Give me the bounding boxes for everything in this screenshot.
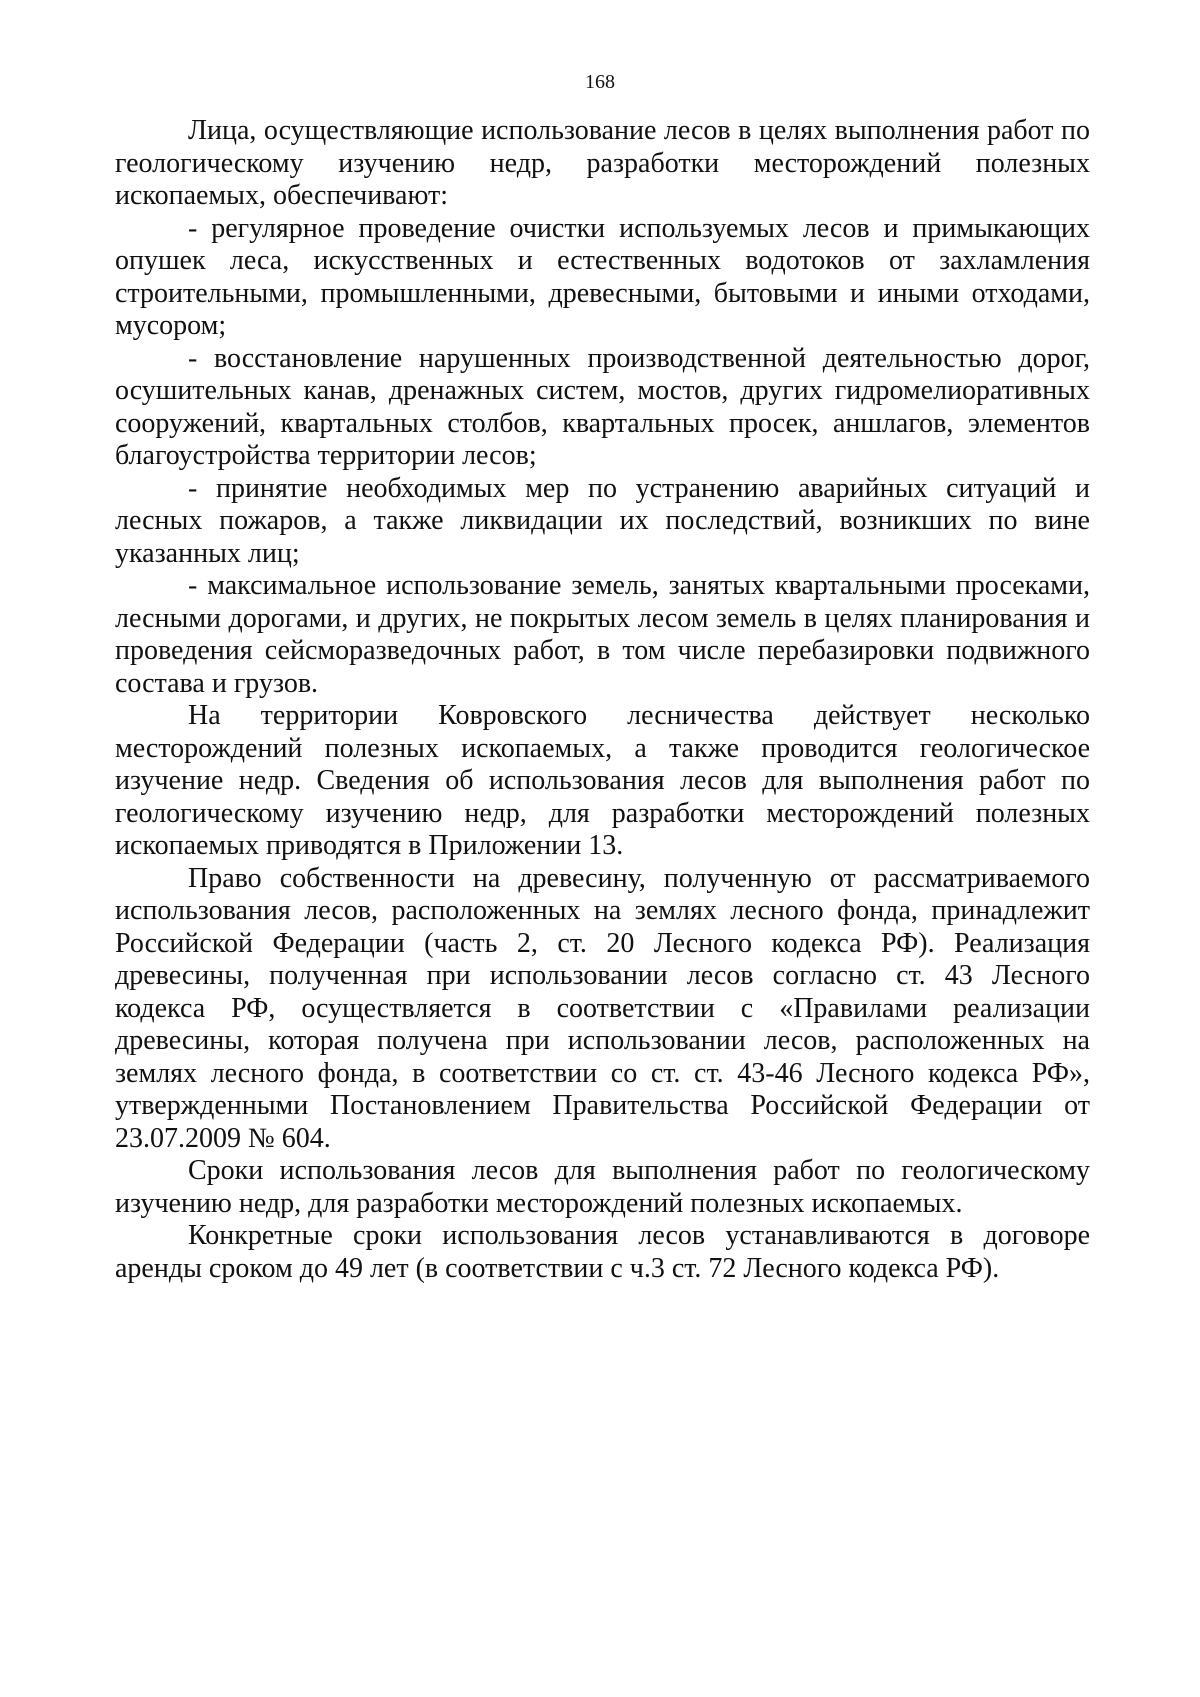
paragraph-cleaning: - регулярное проведение очистки используемых лесов и примыкающих опушек леса, искусственных и естественных водотоков от захламления строительными, промышленными, древесными, бытовыми и иными отходами, мусором; xyxy=(115,212,1090,341)
paragraph-land-use: - максимальное использование земель, занятых квартальными просеками, лесными дорогами, и других, не покрытых лесом земель в целях планирования и проведения сейсморазведочных работ, в том числе перебазировки подвижного состава и грузов. xyxy=(115,570,1090,699)
paragraph-ownership: Право собственности на древесину, полученную от рассматриваемого использования лесов, расположенных на землях лесного фонда, принадлежит Российской Федерации (часть 2, ст. 20 Лесного кодекса РФ). Реализация древесины, полученная при использовании лесов согласно ст. 43 Лесного кодекса РФ, осуществляется в соответствии с «Правилами реализации древесины, которая получена при использовании лесов, расположенных на землях лесного фонда, в соответствии со ст. ст. 43-46 Лесного кодекса РФ», утвержденными Постановлением Правительства Российской Федерации от 23.07.2009 № 604. xyxy=(115,862,1090,1154)
paragraph-lease-terms: Конкретные сроки использования лесов устанавливаются в договоре аренды сроком до 49 лет (в соответствии с ч.3 ст. 72 Лесного кодекса РФ). xyxy=(115,1220,1090,1284)
paragraph-terms-heading: Сроки использования лесов для выполнения работ по геологическому изучению недр, для разработки месторождений полезных ископаемых. xyxy=(115,1155,1090,1219)
paragraph-intro: Лица, осуществляющие использование лесов в целях выполнения работ по геологическому изучению недр, разработки месторождений полезных ископаемых, обеспечивают: xyxy=(115,115,1090,211)
paragraph-restoration: - восстановление нарушенных производственной деятельностью дорог, осушительных канав, дренажных систем, мостов, других гидромелиоративных сооружений, квартальных столбов, квартальных просек, аншлагов, элементов благоустройства территории лесов; xyxy=(115,342,1090,471)
page-number: 168 xyxy=(585,71,615,93)
paragraph-kovrov-deposits: На территории Ковровского лесничества действует несколько месторождений полезных ископаемых, а также проводится геологическое изучение недр. Сведения об использования лесов для выполнения работ по геологическому изучению недр, для разработки месторождений полезных ископаемых приводятся в Приложении 13. xyxy=(115,700,1090,861)
paragraph-emergency-measures: - принятие необходимых мер по устранению аварийных ситуаций и лесных пожаров, а также ликвидации их последствий, возникших по вине указанных лиц; xyxy=(115,472,1090,569)
body-text xyxy=(115,115,1090,1285)
